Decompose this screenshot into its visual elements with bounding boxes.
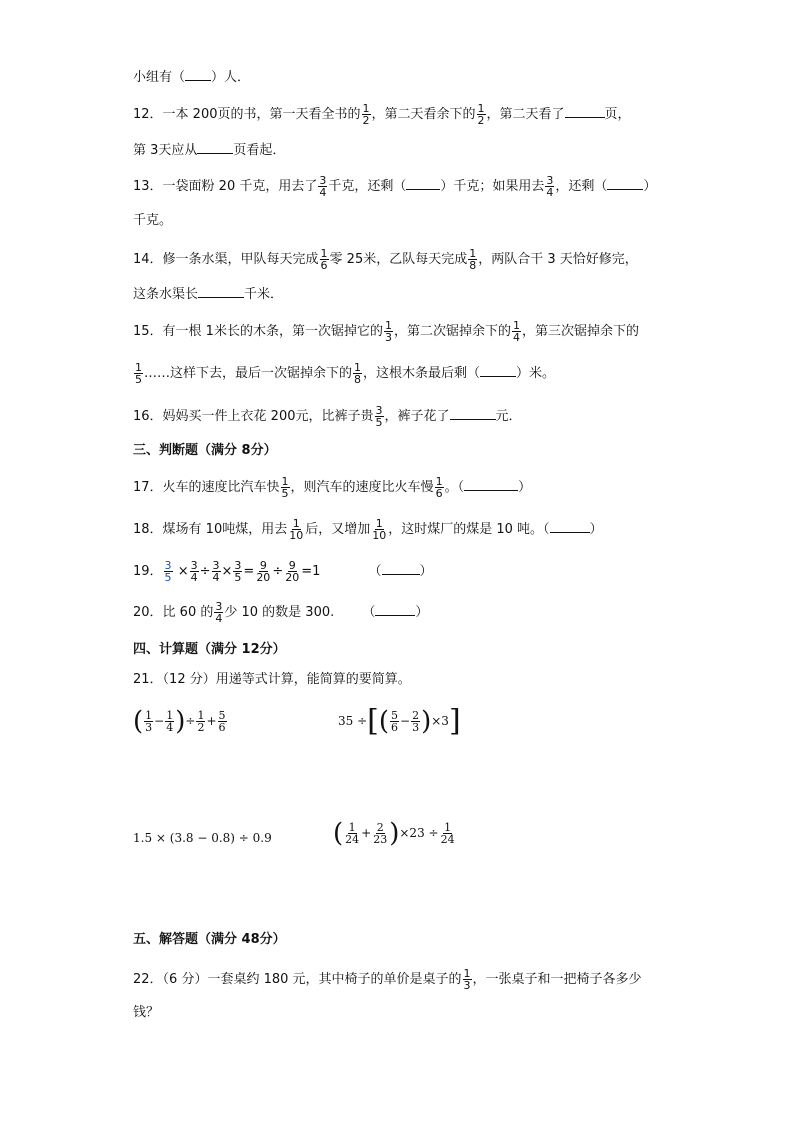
calc-expression-4: ( $\frac{1}{24}$ + $\frac{2}{23}$ )×23 ÷ $\frac{1}{24}$ (333, 818, 455, 849)
answer-blank[interactable] (197, 139, 233, 154)
question-18: 18．煤场有 10吨煤，用去 $\frac{1}{10}$ 后，又增加 $\frac{1}{10}$ ，这时煤厂的煤是 10 吨。（ ） (133, 517, 603, 542)
question-22-line2: 钱？ (133, 1005, 160, 1020)
answer-blank[interactable] (406, 175, 440, 190)
fraction: $\frac{2}{3}$ (412, 709, 420, 734)
fraction: $\frac{3}{4}$ (190, 559, 198, 584)
fraction: $\frac{5}{6}$ (218, 709, 226, 734)
answer-blank[interactable] (565, 103, 605, 118)
answer-blank[interactable] (464, 476, 518, 491)
fraction: $\frac{1}{5}$ (135, 361, 142, 386)
fraction: $\frac{3}{4}$ (319, 174, 327, 199)
fraction: $\frac{3}{5}$ (375, 404, 383, 429)
question-15-line2: $\frac{1}{5}$ ……这样下去，最后一次锯掉余下的 $\frac{1}{8}$ ，这根木条最后剩（ ）米。 (135, 361, 556, 386)
fraction: $\frac{9}{20}$ (256, 559, 271, 584)
fraction: $\frac{9}{20}$ (285, 559, 300, 584)
calc-expression-1: ( $\frac{1}{3}$ − $\frac{1}{4}$ )÷ $\frac{1}{2}$ + $\frac{5}{6}$ (133, 706, 226, 737)
answer-blank[interactable] (450, 405, 496, 420)
fraction: $\frac{1}{6}$ (435, 475, 443, 500)
fraction: $\frac{3}{4}$ (212, 559, 220, 584)
fraction: $\frac{1}{8}$ (354, 361, 362, 386)
fraction: $\frac{1}{2}$ (362, 102, 370, 127)
question-17: 17．火车的速度比汽车快 $\frac{1}{5}$ ，则汽车的速度比火车慢 $\frac{1}{6}$ 。（ ） (133, 475, 532, 500)
answer-blank[interactable] (550, 518, 590, 533)
fraction: $\frac{1}{3}$ (145, 709, 153, 734)
fraction: $\frac{1}{10}$ (372, 517, 387, 542)
answer-blank[interactable] (607, 175, 643, 190)
fraction: $\frac{3}{5}$ (164, 559, 172, 584)
calc-expression-2: 35 ÷[( $\frac{5}{6}$ − $\frac{2}{3}$ )×3] (338, 703, 461, 739)
answer-blank[interactable] (375, 601, 415, 616)
answer-blank[interactable] (382, 560, 420, 575)
question-20: 20．比 60 的 $\frac{3}{4}$ 少 10 的数是 300. （ ） (133, 600, 429, 625)
fraction: $\frac{1}{2}$ (197, 709, 205, 734)
fraction: $\frac{1}{3}$ (463, 967, 471, 992)
fraction: $\frac{1}{6}$ (320, 247, 328, 272)
answer-blank[interactable] (185, 66, 211, 81)
fraction: $\frac{1}{5}$ (281, 475, 289, 500)
answer-blank[interactable] (480, 362, 516, 377)
question-19: 19． $\frac{3}{5}$ × $\frac{3}{4}$ ÷ $\frac{3}{4}$ × $\frac{3}{5}$ = $\frac{9}{20}$ ÷ $\frac{9}{20}$ =1 （ ） (133, 559, 433, 584)
fraction: $\frac{1}{2}$ (477, 102, 485, 127)
question-12-line2: 第 3天应从 页看起． (133, 139, 285, 161)
fraction: $\frac{1}{24}$ (345, 821, 360, 846)
question-22: 22．（6 分）一套桌约 180 元，其中椅子的单价是桌子的 $\frac{1}{3}$ ，一张桌子和一把椅子各多少 (133, 967, 642, 992)
section-3-heading: 三、判断题（满分 8分） (133, 443, 277, 458)
question-14-line2: 这条水渠长 千米． (133, 283, 283, 305)
fraction: $\frac{1}{8}$ (469, 247, 477, 272)
fraction: $\frac{3}{4}$ (546, 174, 554, 199)
fraction: $\frac{2}{23}$ (373, 821, 388, 846)
fraction: $\frac{1}{4}$ (166, 709, 174, 734)
answer-blank[interactable] (198, 283, 244, 298)
section-5-heading: 五、解答题（满分 48分） (133, 932, 286, 947)
question-15: 15．有一根 1米长的木条，第一次锯掉它的 $\frac{1}{3}$ ，第二次锯掉余下的 $\frac{1}{4}$ ，第三次锯掉余下的 (133, 319, 639, 344)
fraction: $\frac{3}{4}$ (215, 600, 223, 625)
fraction: $\frac{1}{24}$ (440, 821, 455, 846)
question-12: 12．一本 200页的书，第一天看全书的 $\frac{1}{2}$ ，第二天看余下的 $\frac{1}{2}$ ，第二天看了 页， (133, 102, 631, 127)
question-13: 13．一袋面粉 20 千克，用去了 $\frac{3}{4}$ 千克，还剩（ ）千克；如果用去 $\frac{3}{4}$ ，还剩（ ） (133, 174, 657, 199)
fraction: $\frac{1}{4}$ (512, 319, 520, 344)
q11-tail: 小组有（ ）人． (133, 66, 250, 88)
calc-expression-3: 1.5 × (3.8 − 0.8) ÷ 0.9 (133, 831, 272, 845)
question-16: 16．妈妈买一件上衣花 200元，比裤子贵 $\frac{3}{5}$ ，裤子花了 元． (133, 404, 522, 429)
fraction: $\frac{1}{10}$ (289, 517, 304, 542)
fraction: $\frac{5}{6}$ (391, 709, 399, 734)
question-13-line2: 千克。 (133, 213, 173, 228)
question-21: 21．（12 分）用递等式计算，能简算的要简算。 (133, 672, 411, 687)
fraction: $\frac{1}{3}$ (384, 319, 392, 344)
question-14: 14．修一条水渠，甲队每天完成 $\frac{1}{6}$ 零 25米，乙队每天完成 $\frac{1}{8}$ ，两队合干 3 天恰好修完， (133, 247, 638, 272)
fraction: $\frac{3}{5}$ (234, 559, 242, 584)
section-4-heading: 四、计算题（满分 12分） (133, 642, 286, 657)
